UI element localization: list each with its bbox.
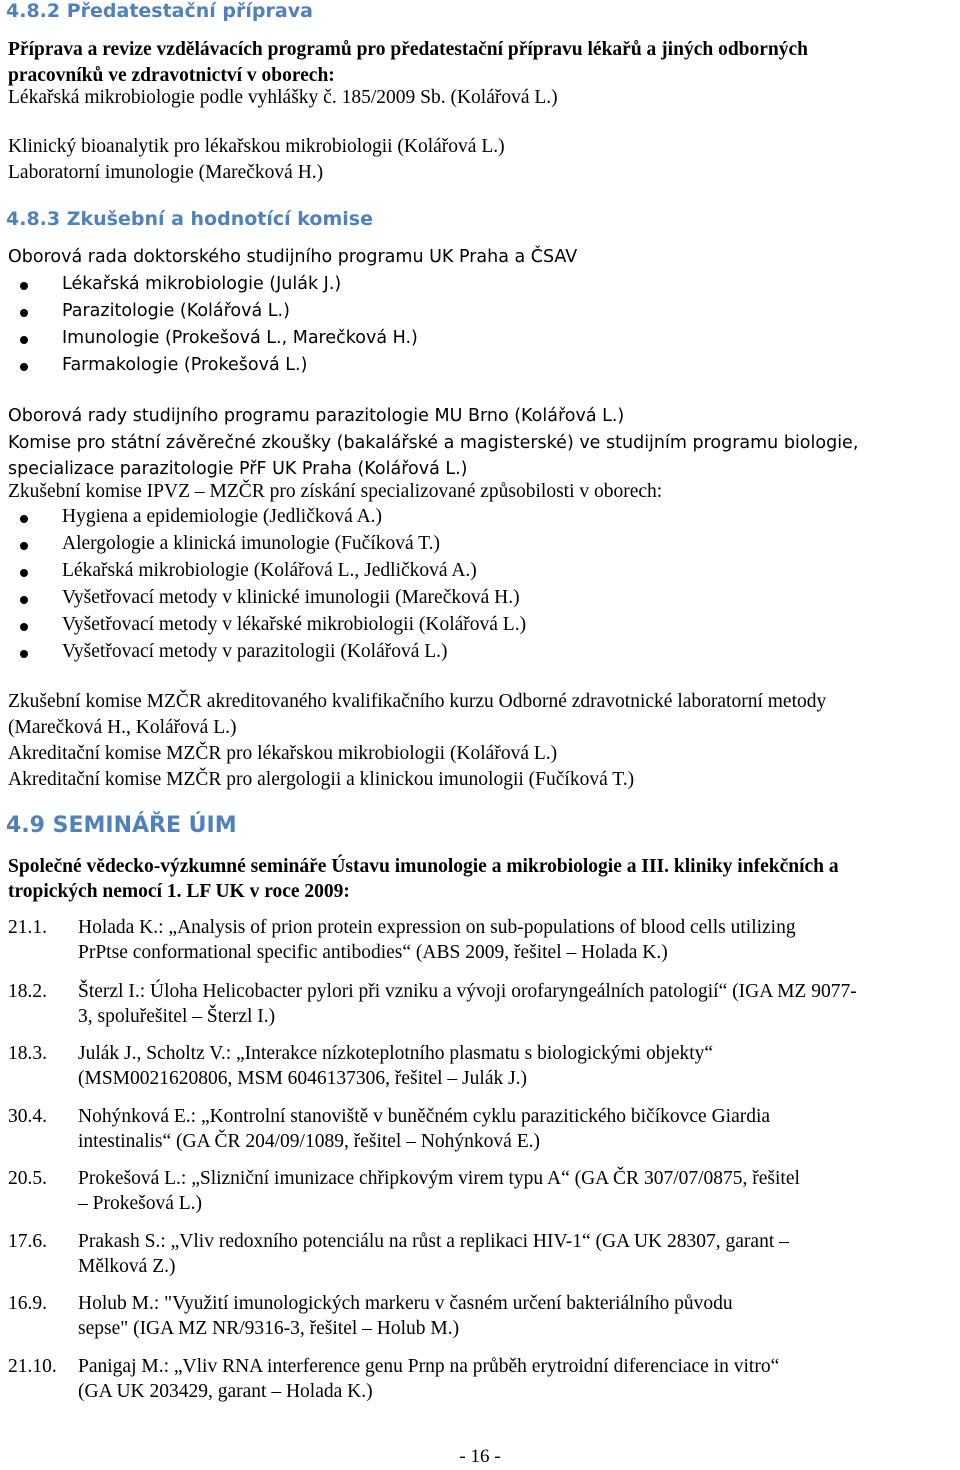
seminar-text-line-1: Julák J., Scholtz V.: „Interakce nízkoteplotního plasmatu s biologickými objekty“ <box>78 1043 714 1064</box>
board-title: Oborová rada doktorského studijního programu UK Praha a ČSAV <box>8 247 578 267</box>
ipvz-item: Alergologie a klinická imunologie (Fučíková T.) <box>62 533 441 554</box>
seminar-text-line-2: Mělková Z.) <box>78 1256 176 1277</box>
seminar-text-line-2: PrPtse conformational specific antibodies“ (ABS 2009, řešitel – Holada K.) <box>78 942 668 963</box>
bullet-icon <box>20 542 28 550</box>
board-item: Imunologie (Prokešová L., Marečková H.) <box>62 328 418 348</box>
bullet-icon <box>20 650 28 658</box>
board-item: Farmakologie (Prokešová L.) <box>62 355 308 375</box>
prep-line: Lékařská mikrobiologie podle vyhlášky č. 185/2009 Sb. (Kolářová L.) <box>8 87 558 108</box>
seminar-title-line-1: Společné vědecko-výzkumné semináře Ústavu imunologie a mikrobiologie a III. kliniky infekčních a <box>8 856 839 877</box>
seminar-text-line-1: Prakash S.: „Vliv redoxního potenciálu na růst a replikaci HIV-1“ (GA UK 28307, garant – <box>78 1231 789 1252</box>
seminar-text-line-2: – Prokešová L.) <box>78 1193 203 1214</box>
section-heading-4-9: 4.9 SEMINÁŘE ÚIM <box>6 813 237 838</box>
mzcr-line: Akreditační komise MZČR pro lékařskou mikrobiologii (Kolářová L.) <box>8 743 558 764</box>
board-item: Parazitologie (Kolářová L.) <box>62 301 290 321</box>
ipvz-item: Hygiena a epidemiologie (Jedličková A.) <box>62 506 383 527</box>
commission-line: specializace parazitologie PřF UK Praha (Kolářová L.) <box>8 459 468 479</box>
mzcr-line: Akreditační komise MZČR pro alergologii a klinickou imunologii (Fučíková T.) <box>8 769 635 790</box>
bullet-icon <box>20 336 28 344</box>
ipvz-item: Vyšetřovací metody v lékařské mikrobiologii (Kolářová L.) <box>62 614 527 635</box>
seminar-date: 16.9. <box>8 1293 47 1314</box>
ipvz-item: Vyšetřovací metody v klinické imunologii (Marečková H.) <box>62 587 520 608</box>
seminar-date: 21.10. <box>8 1356 57 1377</box>
seminar-text-line-1: Šterzl I.: Úloha Helicobacter pylori při vzniku a vývoji orofaryngeálních patologií“ (IGA MZ 9077- <box>78 981 857 1002</box>
seminar-text-line-2: sepse" (IGA MZ NR/9316-3, řešitel – Holub M.) <box>78 1318 460 1339</box>
section-heading-4-8-2: 4.8.2 Předatestační příprava <box>6 0 313 22</box>
prep-line: Laboratorní imunologie (Marečková H.) <box>8 162 324 183</box>
mzcr-line: Zkušební komise MZČR akreditovaného kvalifikačního kurzu Odborné zdravotnické laboratorní metody <box>8 691 827 712</box>
seminar-title-line-2: tropických nemocí 1. LF UK v roce 2009: <box>8 881 350 902</box>
page-number: - 16 - <box>459 1446 501 1467</box>
bullet-icon <box>20 515 28 523</box>
bullet-icon <box>20 569 28 577</box>
seminar-date: 18.3. <box>8 1043 47 1064</box>
commission-line: Oborová rady studijního programu parazitologie MU Brno (Kolářová L.) <box>8 406 625 426</box>
seminar-date: 21.1. <box>8 917 47 938</box>
prep-title-line-2: pracovníků ve zdravotnictví v oborech: <box>8 65 335 86</box>
bullet-icon <box>20 623 28 631</box>
board-item: Lékařská mikrobiologie (Julák J.) <box>62 274 342 294</box>
seminar-date: 20.5. <box>8 1168 47 1189</box>
commission-line: Komise pro státní závěrečné zkoušky (bakalářské a magisterské) ve studijním programu biologie, <box>8 433 859 453</box>
prep-title-line-1: Příprava a revize vzdělávacích programů pro předatestační přípravu lékařů a jiných odborných <box>8 39 809 60</box>
seminar-text-line-1: Holada K.: „Analysis of prion protein expression on sub-populations of blood cells utilizing <box>78 917 796 938</box>
commission-line: Zkušební komise IPVZ – MZČR pro získání specializované způsobilosti v oborech: <box>8 481 663 502</box>
section-heading-4-8-3: 4.8.3 Zkušební a hodnotící komise <box>6 208 373 230</box>
seminar-text-line-2: 3, spoluřešitel – Šterzl I.) <box>78 1006 276 1027</box>
seminar-text-line-2: (MSM0021620806, MSM 6046137306, řešitel – Julák J.) <box>78 1068 528 1089</box>
seminar-text-line-1: Panigaj M.: „Vliv RNA interference genu Prnp na průběh erytroidní diferenciace in vitro“ <box>78 1356 780 1377</box>
seminar-text-line-2: (GA UK 203429, garant – Holada K.) <box>78 1381 373 1402</box>
bullet-icon <box>20 309 28 317</box>
seminar-text-line-2: intestinalis“ (GA ČR 204/09/1089, řešitel – Nohýnková E.) <box>78 1131 540 1152</box>
mzcr-line: (Marečková H., Kolářová L.) <box>8 717 237 738</box>
seminar-text-line-1: Holub M.: "Využití imunologických markeru v časném určení bakteriálního původu <box>78 1293 733 1314</box>
ipvz-item: Vyšetřovací metody v parazitologii (Kolářová L.) <box>62 641 448 662</box>
bullet-icon <box>20 363 28 371</box>
bullet-icon <box>20 596 28 604</box>
bullet-icon <box>20 282 28 290</box>
ipvz-item: Lékařská mikrobiologie (Kolářová L., Jedličková A.) <box>62 560 477 581</box>
seminar-date: 17.6. <box>8 1231 47 1252</box>
seminar-text-line-1: Nohýnková E.: „Kontrolní stanoviště v buněčném cyklu parazitického bičíkovce Giardia <box>78 1106 771 1127</box>
seminar-text-line-1: Prokešová L.: „Slizniční imunizace chřipkovým virem typu A“ (GA ČR 307/07/0875, řešitel <box>78 1168 800 1189</box>
seminar-date: 30.4. <box>8 1106 47 1127</box>
seminar-date: 18.2. <box>8 981 47 1002</box>
prep-line: Klinický bioanalytik pro lékařskou mikrobiologii (Kolářová L.) <box>8 136 505 157</box>
